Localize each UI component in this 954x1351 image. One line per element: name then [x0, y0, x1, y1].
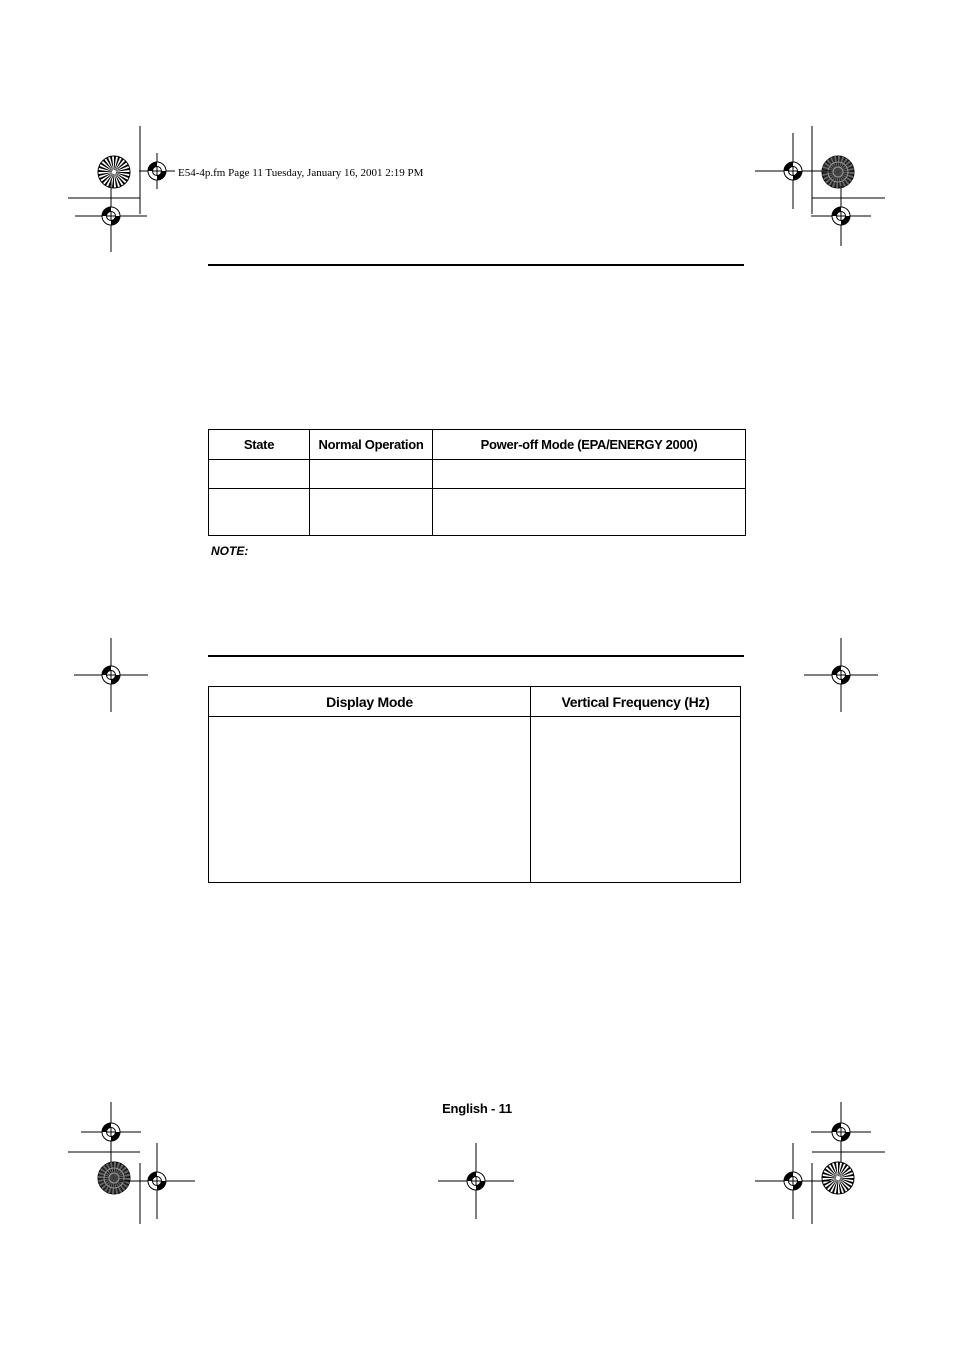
- table-header-row: [209, 687, 741, 717]
- page-footer: English - 11: [442, 1101, 512, 1116]
- starburst-icon: [822, 156, 854, 188]
- header-display-mode: Display Mode: [209, 687, 531, 717]
- registration-starbursts: [98, 156, 854, 1194]
- table-cell: [310, 489, 433, 536]
- table-row: [209, 489, 746, 536]
- print-header: E54-4p.fm Page 11 Tuesday, January 16, 2001 2:19 PM: [178, 167, 424, 179]
- table-cell: [433, 489, 746, 536]
- table-cell: [209, 460, 310, 489]
- starburst-icon: [98, 1162, 130, 1194]
- table-cell: [433, 460, 746, 489]
- power-management-table: [208, 429, 746, 536]
- registration-crosshairs: [74, 133, 878, 1219]
- table-cell: [531, 717, 741, 883]
- crosshair-icon: [75, 180, 147, 252]
- crosshair-icon: [139, 153, 175, 189]
- crosshair-icon: [811, 186, 871, 246]
- section-rule-middle: [208, 655, 744, 657]
- header-state: State: [209, 430, 310, 460]
- crosshair-icon: [119, 1143, 195, 1219]
- starburst-icon: [822, 1162, 854, 1194]
- table-cell: [209, 489, 310, 536]
- section-rule-top: [208, 264, 744, 266]
- crosshair-icon: [74, 638, 148, 712]
- header-normal-operation: Normal Operation: [310, 430, 433, 460]
- table-row: [209, 717, 741, 883]
- table-header-row: [209, 430, 746, 460]
- header-vertical-frequency: Vertical Frequency (Hz): [531, 687, 741, 717]
- header-power-off-mode: Power-off Mode (EPA/ENERGY 2000): [433, 430, 746, 460]
- crosshair-icon: [438, 1143, 514, 1219]
- starburst-icon: [98, 156, 130, 188]
- crosshair-icon: [755, 1143, 831, 1219]
- table-row: [209, 460, 746, 489]
- table-cell: [310, 460, 433, 489]
- crosshair-icon: [804, 638, 878, 712]
- table-cell: [209, 717, 531, 883]
- note-label: NOTE:: [211, 544, 249, 558]
- crop-lines: [68, 126, 885, 1224]
- display-mode-table: [208, 686, 741, 883]
